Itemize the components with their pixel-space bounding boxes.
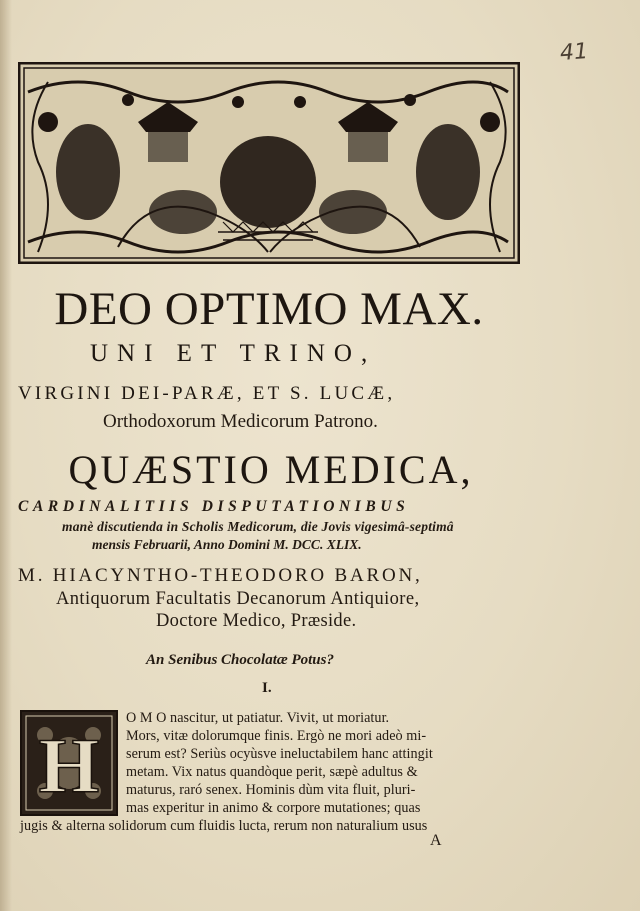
catchword: A: [430, 832, 442, 849]
section-number: I.: [262, 680, 272, 696]
dedication-heading: DEO OPTIMO MAX.: [54, 283, 484, 335]
initial-letter: H: [38, 722, 100, 809]
ornamental-headpiece: [18, 62, 520, 264]
folio-number: 41: [559, 39, 589, 66]
praeses-title-1: Antiquorum Facultatis Decanorum Antiquiore,: [56, 589, 420, 609]
quaestio-heading: QUÆSTIO MEDICA,: [68, 447, 474, 492]
body-line: O M O nascitur, ut patiatur. Vivit, ut moriatur.: [126, 710, 390, 726]
body-line: mas experitur in animo & corpore mutationes; quas: [126, 800, 421, 816]
quaestio-date-line-1: manè discutienda in Scholis Medicorum, die Jovis vigesimâ-septimâ: [62, 519, 454, 534]
quaestio-cardinal-line: CARDINALITIIS DISPUTATIONIBUS: [18, 498, 410, 515]
praeses-title-2: Doctore Medico, Præside.: [156, 611, 357, 631]
page-spine-shadow: [0, 0, 12, 911]
praeses-name: M. HIACYNTHO-THEODORO BARON,: [18, 565, 423, 586]
body-line: maturus, raró senex. Hominis dùm vita fluit, pluri-: [126, 782, 416, 798]
quaestio-date-line-2: mensis Februarii, Anno Domini M. DCC. XLIX.: [92, 537, 362, 552]
body-line: metam. Vix natus quandòque perit, sæpè adultus &: [126, 764, 418, 780]
dedication-virgini: VIRGINI DEI-PARÆ, ET S. LUCÆ,: [18, 383, 396, 404]
question-title: An Senibus Chocolatæ Potus?: [146, 652, 334, 668]
body-line: Mors, vitæ dolorumque finis. Ergò ne mori adeò mi-: [126, 728, 427, 744]
dedication-orthodox: Orthodoxorum Medicorum Patrono.: [103, 411, 378, 432]
decorated-initial-h: [20, 710, 118, 816]
dedication-uni-et-trino: UNI ET TRINO,: [90, 340, 377, 367]
body-line: serum est? Seriùs ocyùsve ineluctabilem hanc attingit: [126, 746, 433, 762]
body-line: jugis & alterna solidorum cum fluidis lucta, rerum non naturalium usus: [20, 818, 428, 834]
